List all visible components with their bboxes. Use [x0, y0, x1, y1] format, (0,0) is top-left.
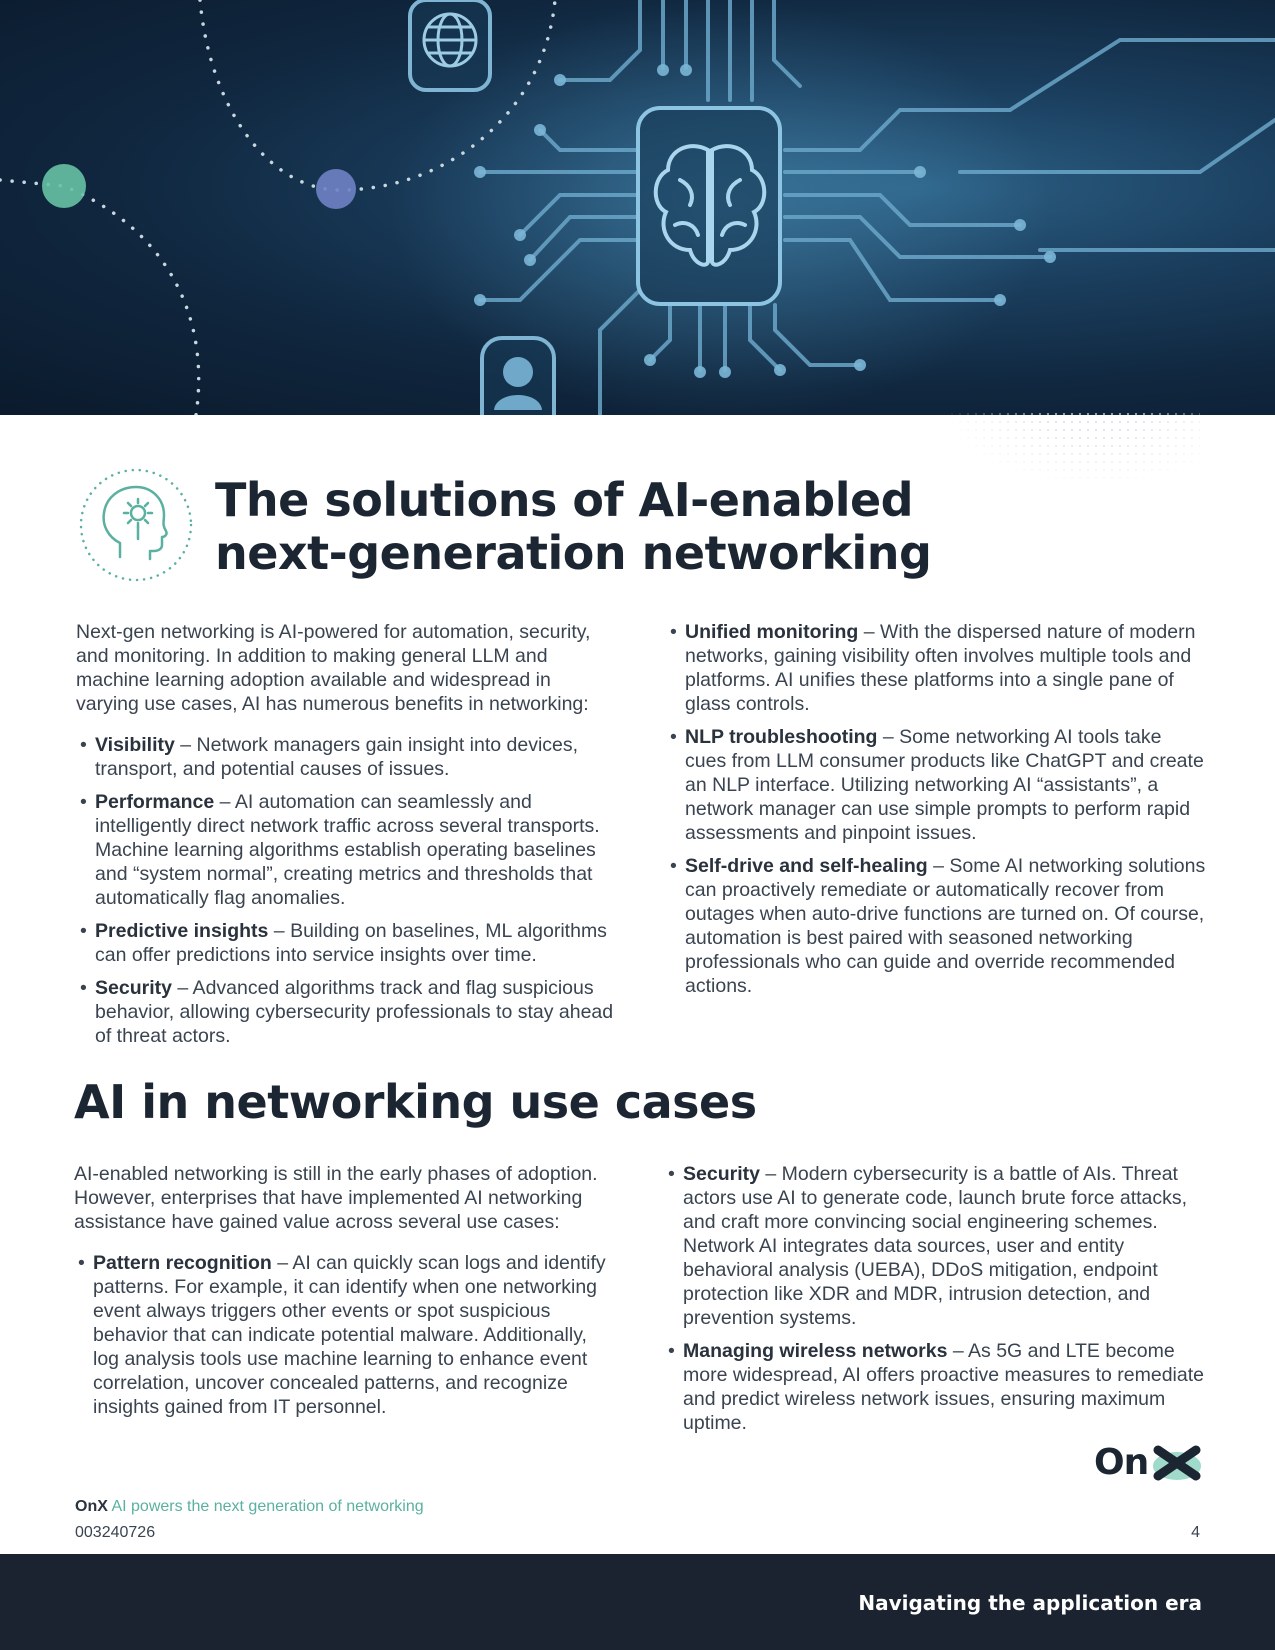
use-cases-left-column	[74, 1162, 614, 1419]
bullet-term: Self-drive and self-healing	[685, 855, 928, 877]
bullet-text: – Advanced algorithms track and flag suspicious behavior, allowing cybersecurity professionals to stay ahead of threat actors.	[95, 977, 614, 1047]
section-title-use-cases: AI in networking use cases	[74, 1075, 757, 1129]
benefits-left-column	[76, 620, 616, 1048]
bullet-text: – Some networking AI tools take cues from LLM consumer products like ChatGPT and create an NLP interface. Utilizing networking AI “assistants”, a network manager can use simple prompts to perform rapid assessments and pinpoint issues.	[685, 726, 1204, 844]
bullet-text: – Network managers gain insight into devices, transport, and potential causes of issues.	[95, 734, 579, 780]
document-id: 003240726	[75, 1524, 156, 1541]
bullet-item	[74, 1251, 614, 1419]
bullet-item	[76, 919, 616, 967]
bullet-term: Visibility	[95, 734, 175, 756]
dot-pattern-decoration	[940, 410, 1200, 490]
hero-image	[0, 0, 1275, 415]
bullet-item	[664, 1162, 1204, 1330]
footer-brand-name: OnX	[75, 1498, 108, 1515]
onx-logo-text: On	[1094, 1442, 1149, 1483]
bullet-text: – Modern cybersecurity is a battle of AIs. Threat actors use AI to generate code, launch brute force attacks, and craft more convincing social engineering schemes. Network AI integrates data sources, user and entity behavioral analysis (UEBA), DDoS mitigation, endpoint protection like XDR and MDR, intrusion detection, and prevention systems.	[683, 1163, 1188, 1329]
bullet-item	[664, 1339, 1204, 1435]
bullet-term: Predictive insights	[95, 920, 269, 942]
bullet-item	[666, 725, 1206, 845]
bullet-term: Performance	[95, 791, 215, 813]
person-icon	[482, 338, 554, 415]
bullet-text: – With the dispersed nature of modern networks, gaining visibility often involves multiple tools and platforms. AI unifies these platforms into a single pane of glass controls.	[685, 621, 1196, 715]
benefits-list-right	[666, 620, 1206, 998]
onx-x-mark-icon	[1152, 1444, 1202, 1482]
bullet-term: Pattern recognition	[93, 1252, 272, 1274]
bullet-term: Security	[95, 977, 172, 999]
bullet-term: Unified monitoring	[685, 621, 859, 643]
use-cases-list-right	[664, 1162, 1204, 1435]
bullet-item	[76, 733, 616, 781]
page-title	[215, 474, 931, 580]
benefits-intro: Next-gen networking is AI-powered for automation, security, and monitoring. In addition to making general LLM and machine learning adoption available and widespread in varying use cases, AI has numerous benefits in networking:	[76, 621, 591, 715]
bullet-text: – Some AI networking solutions can proactively remediate or automatically recover from outages when auto-drive functions are turned on. Of course, automation is best paired with seasoned networking professionals who can guide and override recommended actions.	[685, 855, 1206, 997]
use-cases-right-column	[664, 1162, 1204, 1435]
benefits-list-left	[76, 733, 616, 1048]
footer-band	[0, 1554, 1275, 1650]
head-gear-icon	[78, 467, 194, 583]
bullet-term: Security	[683, 1163, 760, 1185]
brain-icon	[638, 108, 780, 304]
page-title-line1: The solutions of AI-enabled	[215, 473, 914, 527]
bullet-term: NLP troubleshooting	[685, 726, 878, 748]
use-cases-intro: AI-enabled networking is still in the early phases of adoption. However, enterprises that have implemented AI networking assistance have gained value across several use cases:	[74, 1163, 598, 1233]
bullet-text: – AI automation can seamlessly and intelligently direct network traffic across several transports. Machine learning algorithms establish operating baselines and “system normal”, creating metrics and thresholds that automatically flag anomalies.	[95, 791, 600, 909]
bullet-item	[76, 790, 616, 910]
onx-logo	[1094, 1440, 1202, 1486]
bullet-item	[666, 620, 1206, 716]
bullet-text: – Building on baselines, ML algorithms can offer predictions into service insights over time.	[95, 920, 607, 966]
page-title-line2: next-generation networking	[215, 526, 932, 580]
footer-brand-line	[75, 1497, 424, 1517]
bullet-text: – AI can quickly scan logs and identify patterns. For example, it can identify when one networking event always triggers other events or spot suspicious behavior that can indicate potential malware. Additionally, log analysis tools use machine learning to enhance event correlation, uncover concealed patterns, and recognize insights gained from IT personnel.	[93, 1252, 606, 1418]
bullet-text: – As 5G and LTE become more widespread, AI offers proactive measures to remediate and predict wireless network issues, ensuring maximum uptime.	[683, 1340, 1204, 1434]
page-number: 4	[1191, 1524, 1200, 1541]
globe-icon	[410, 0, 490, 90]
benefits-right-column	[666, 620, 1206, 998]
use-cases-list-left	[74, 1251, 614, 1419]
bullet-item	[666, 854, 1206, 998]
circuit-illustration	[0, 0, 1275, 415]
bullet-item	[76, 976, 616, 1048]
footer-tagline: AI powers the next generation of networking	[111, 1498, 424, 1515]
bullet-term: Managing wireless networks	[683, 1340, 948, 1362]
footer-band-text: Navigating the application era	[858, 1591, 1202, 1615]
